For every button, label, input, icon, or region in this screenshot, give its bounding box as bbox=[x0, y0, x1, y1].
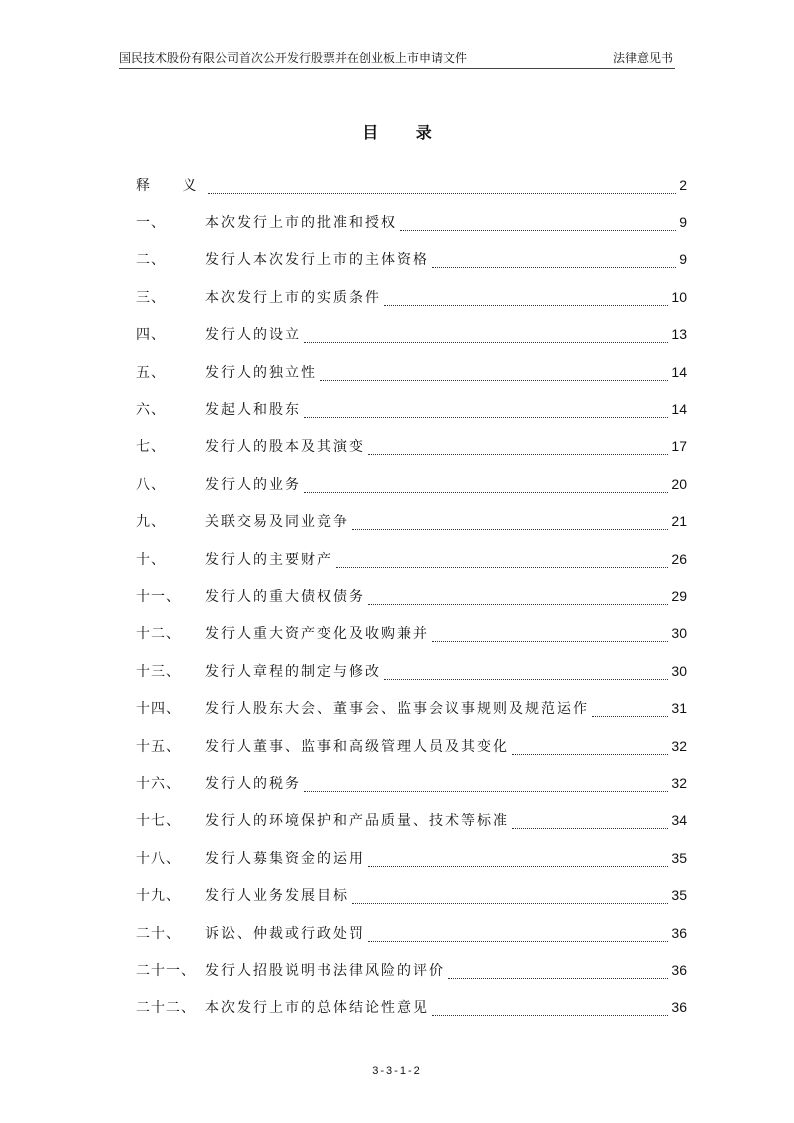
toc-entry-number: 七、 bbox=[136, 439, 166, 456]
dot-leader bbox=[368, 591, 668, 605]
toc-entry-title: 本次发行上市的批准和授权 bbox=[205, 215, 397, 232]
toc-entry-title: 发行人的股本及其演变 bbox=[205, 439, 365, 456]
toc-entry-number: 十五、 bbox=[136, 738, 181, 755]
toc-entry-title: 关联交易及同业竞争 bbox=[205, 514, 349, 531]
toc-entry-page: 30 bbox=[671, 625, 687, 642]
toc-entry-number: 十一、 bbox=[136, 588, 181, 605]
toc-entry-number: 二十二、 bbox=[136, 1000, 196, 1017]
dot-leader bbox=[336, 554, 668, 568]
toc-entry[interactable] bbox=[136, 503, 687, 540]
toc-entry-page: 9 bbox=[679, 251, 687, 268]
toc-entry-number: 十七、 bbox=[136, 813, 181, 830]
toc-entry-title: 发行人的业务 bbox=[205, 476, 301, 493]
toc-entry-number: 二十一、 bbox=[136, 962, 196, 979]
toc-entry[interactable] bbox=[136, 727, 687, 764]
dot-leader bbox=[432, 254, 676, 268]
toc-entry-page: 31 bbox=[671, 700, 687, 717]
toc-entry-page: 34 bbox=[671, 812, 687, 829]
page-number: 3-3-1-2 bbox=[372, 1065, 422, 1077]
toc-entry-number: 四、 bbox=[136, 327, 166, 344]
toc-entry-page: 14 bbox=[671, 401, 687, 418]
toc-entry[interactable] bbox=[136, 689, 687, 726]
toc-entry[interactable] bbox=[136, 914, 687, 951]
toc-entry-page: 35 bbox=[671, 849, 687, 866]
dot-leader bbox=[432, 1002, 668, 1016]
toc-entry-number: 二、 bbox=[136, 252, 166, 269]
toc-entry-title: 发行人章程的制定与修改 bbox=[205, 663, 381, 680]
dot-leader bbox=[304, 329, 668, 343]
toc-entry-title: 诉讼、仲裁或行政处罚 bbox=[205, 925, 365, 942]
table-of-contents bbox=[136, 166, 687, 1026]
dot-leader bbox=[320, 367, 668, 381]
toc-entry-number: 十八、 bbox=[136, 850, 181, 867]
toc-entry[interactable] bbox=[136, 876, 687, 913]
toc-entry-page: 17 bbox=[671, 438, 687, 455]
toc-entry-title: 本次发行上市的实质条件 bbox=[205, 289, 381, 306]
toc-entry[interactable] bbox=[136, 203, 687, 240]
toc-entry-page: 36 bbox=[671, 924, 687, 941]
toc-entry-title: 发行人的重大债权债务 bbox=[205, 588, 365, 605]
toc-entry[interactable] bbox=[136, 166, 687, 203]
toc-entry-title: 发起人和股东 bbox=[205, 402, 301, 419]
dot-leader bbox=[304, 479, 668, 493]
toc-entry-page: 14 bbox=[671, 363, 687, 380]
toc-entry-number: 十三、 bbox=[136, 663, 181, 680]
toc-entry[interactable] bbox=[136, 802, 687, 839]
dot-leader bbox=[304, 404, 668, 418]
toc-entry-number: 十四、 bbox=[136, 701, 181, 718]
dot-leader bbox=[304, 778, 668, 792]
toc-entry[interactable] bbox=[136, 951, 687, 988]
dot-leader bbox=[384, 666, 668, 680]
dot-leader bbox=[368, 441, 668, 455]
toc-entry-page: 36 bbox=[671, 961, 687, 978]
toc-entry-number: 十、 bbox=[136, 551, 166, 568]
page-title: 目 录 bbox=[362, 123, 448, 142]
toc-entry-number: 二十、 bbox=[136, 925, 181, 942]
toc-entry-page: 13 bbox=[671, 326, 687, 343]
toc-entry-number: 十九、 bbox=[136, 888, 181, 905]
dot-leader bbox=[368, 928, 668, 942]
toc-entry-page: 32 bbox=[671, 737, 687, 754]
toc-entry-title: 发行人股东大会、董事会、监事会议事规则及规范运作 bbox=[205, 701, 589, 718]
dot-leader bbox=[512, 815, 668, 829]
toc-entry[interactable] bbox=[136, 390, 687, 427]
toc-entry-number: 三、 bbox=[136, 289, 166, 306]
toc-entry[interactable] bbox=[136, 428, 687, 465]
toc-entry-page: 32 bbox=[671, 774, 687, 791]
toc-entry-title: 发行人的独立性 bbox=[205, 364, 317, 381]
toc-entry-title: 发行人募集资金的运用 bbox=[205, 850, 365, 867]
toc-entry[interactable] bbox=[136, 615, 687, 652]
toc-entry[interactable] bbox=[136, 241, 687, 278]
dot-leader bbox=[208, 180, 676, 194]
toc-entry-number: 十六、 bbox=[136, 775, 181, 792]
page-header bbox=[119, 50, 675, 69]
dot-leader bbox=[368, 853, 668, 867]
header-document-title: 国民技术股份有限公司首次公开发行股票并在创业板上市申请文件 bbox=[119, 51, 468, 65]
toc-entry-page: 30 bbox=[671, 662, 687, 679]
toc-entry[interactable] bbox=[136, 839, 687, 876]
toc-entry-title: 发行人招股说明书法律风险的评价 bbox=[205, 962, 445, 979]
toc-entry-page: 9 bbox=[679, 214, 687, 231]
toc-entry[interactable] bbox=[136, 764, 687, 801]
dot-leader bbox=[352, 516, 668, 530]
toc-entry-title: 发行人的税务 bbox=[205, 775, 301, 792]
dot-leader bbox=[400, 217, 676, 231]
toc-entry-number: 八、 bbox=[136, 476, 166, 493]
dot-leader bbox=[352, 890, 668, 904]
toc-entry-title: 发行人业务发展目标 bbox=[205, 888, 349, 905]
toc-entry[interactable] bbox=[136, 540, 687, 577]
toc-entry[interactable] bbox=[136, 465, 687, 502]
toc-entry-title: 发行人重大资产变化及收购兼并 bbox=[205, 626, 429, 643]
toc-entry-page: 35 bbox=[671, 887, 687, 904]
toc-entry-page: 20 bbox=[671, 475, 687, 492]
toc-entry-page: 2 bbox=[679, 176, 687, 193]
dot-leader bbox=[432, 628, 668, 642]
dot-leader bbox=[512, 741, 668, 755]
dot-leader bbox=[592, 703, 668, 717]
toc-entry-page: 29 bbox=[671, 587, 687, 604]
toc-entry-title: 发行人的主要财产 bbox=[205, 551, 333, 568]
header-document-type: 法律意见书 bbox=[612, 51, 673, 65]
dot-leader bbox=[384, 292, 668, 306]
toc-entry-title: 发行人的环境保护和产品质量、技术等标准 bbox=[205, 813, 509, 830]
toc-entry[interactable] bbox=[136, 278, 687, 315]
toc-entry-title: 发行人本次发行上市的主体资格 bbox=[205, 252, 429, 269]
toc-entry-page: 26 bbox=[671, 550, 687, 567]
toc-entry-number: 五、 bbox=[136, 364, 166, 381]
toc-entry-number: 一、 bbox=[136, 215, 166, 232]
toc-entry[interactable] bbox=[136, 989, 687, 1026]
toc-entry-title: 发行人董事、监事和高级管理人员及其变化 bbox=[205, 738, 509, 755]
toc-entry[interactable] bbox=[136, 316, 687, 353]
toc-entry[interactable] bbox=[136, 577, 687, 614]
toc-entry-number: 六、 bbox=[136, 402, 166, 419]
toc-entry[interactable] bbox=[136, 353, 687, 390]
toc-entry-number: 十二、 bbox=[136, 626, 181, 643]
toc-entry[interactable] bbox=[136, 652, 687, 689]
toc-entry-page: 21 bbox=[671, 513, 687, 530]
toc-entry-page: 36 bbox=[671, 999, 687, 1016]
toc-entry-page: 10 bbox=[671, 288, 687, 305]
dot-leader bbox=[448, 965, 668, 979]
toc-entry-number: 释 义 bbox=[136, 177, 211, 194]
toc-entry-title: 本次发行上市的总体结论性意见 bbox=[205, 1000, 429, 1017]
toc-entry-number: 九、 bbox=[136, 514, 166, 531]
toc-entry-title: 发行人的设立 bbox=[205, 327, 301, 344]
